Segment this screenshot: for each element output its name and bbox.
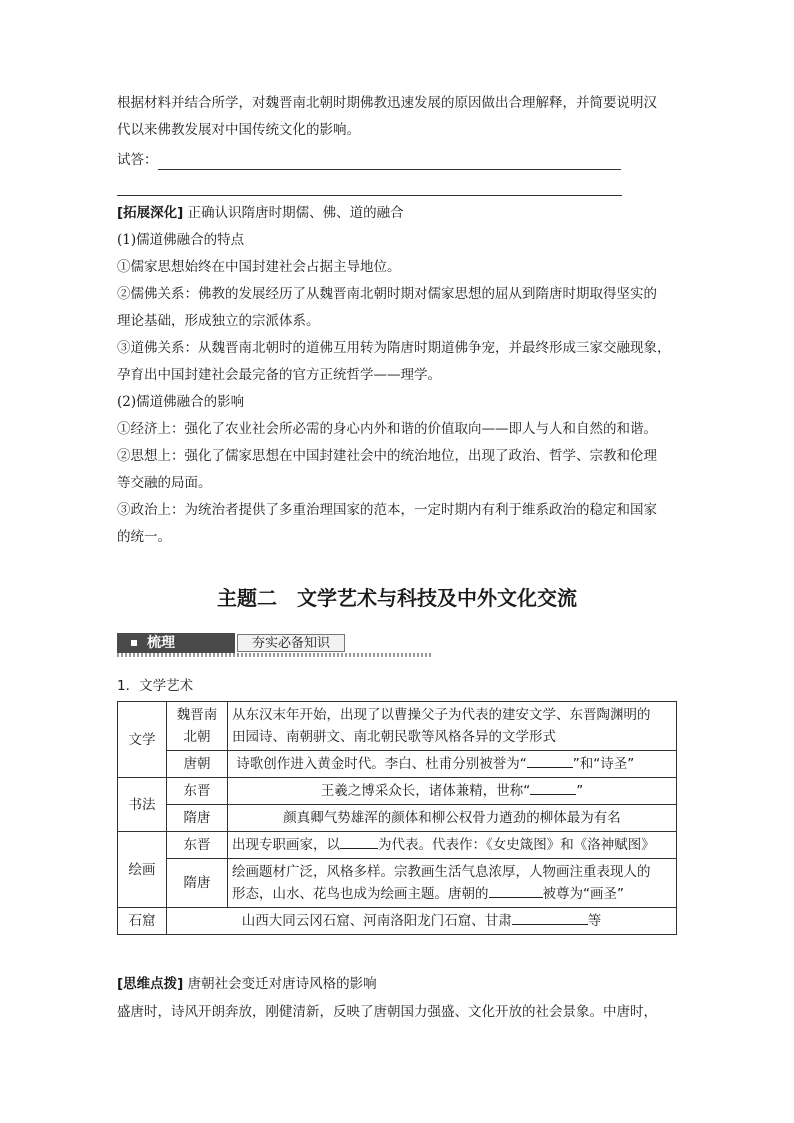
lit-wj-text-1: 从东汉末年开始，出现了以曹操父子为代表的建安文学、东晋陶渊明的 xyxy=(232,707,651,723)
ext-s1-p2b: 理论基础，形成独立的宗派体系。 xyxy=(117,313,320,329)
intro-line-2: 代以来佛教发展对中国传统文化的影响。 xyxy=(117,122,360,138)
cell-grotto-text xyxy=(167,908,677,935)
cell-pai-dj: 东晋 xyxy=(167,832,228,859)
cell-literature: 文学 xyxy=(118,702,167,778)
table-row xyxy=(118,908,677,935)
thinking-heading xyxy=(117,974,377,994)
blank-grotto[interactable] xyxy=(512,910,588,925)
table-row xyxy=(118,832,677,859)
banner-light: 夯实必备知识 xyxy=(237,634,345,652)
cell-pai-dj-text xyxy=(228,832,677,859)
ext-s2-p3b: 的统一。 xyxy=(117,529,171,545)
ext-s1-p3a: ③道佛关系：从魏晋南北朝时的道佛互用转为隋唐时期道佛争宠，并最终形成三家交融现象， xyxy=(117,340,671,356)
cell-cal-st: 隋唐 xyxy=(167,805,228,832)
intro-line-1: 根据材料并结合所学，对魏晋南北朝时期佛教迅速发展的原因做出合理解释，并简要说明汉 xyxy=(117,95,657,111)
cal-dj-b: ” xyxy=(576,783,584,799)
ext-s1-p3b: 孕育出中国封建社会最完备的官方正统哲学——理学。 xyxy=(117,367,441,383)
cell-cal-dj: 东晋 xyxy=(167,778,228,805)
thinking-title: 唐朝社会变迁对唐诗风格的影响 xyxy=(187,976,377,992)
lit-wj-text-2: 田园诗、南朝骈文、南北朝民歌等风格各异的文学形式 xyxy=(232,729,556,745)
cell-painting: 绘画 xyxy=(118,832,167,908)
extension-heading xyxy=(117,203,404,223)
cell-lit-wj: 魏晋南北朝 xyxy=(167,702,228,751)
grotto-b: 等 xyxy=(587,913,602,929)
ext-s2-p2a: ②思想上：强化了儒家思想在中国封建社会中的统治地位，出现了政治、哲学、宗教和伦理 xyxy=(117,448,657,464)
blank-painting-sage[interactable] xyxy=(489,883,543,898)
answer-row-2 xyxy=(117,176,622,196)
pai-st-text-1: 绘画题材广泛，风格多样。宗教画生活气息浓厚，人物画注重表现人的 xyxy=(232,864,651,880)
cell-cal-dj-text xyxy=(228,778,677,805)
thinking-tag: [思维点拨] xyxy=(117,976,184,992)
answer-line-1[interactable] xyxy=(158,155,621,170)
answer-line-2[interactable] xyxy=(117,181,622,196)
table-row xyxy=(118,778,677,805)
blank-calligraphy[interactable] xyxy=(530,780,576,795)
list-head: 1．文学艺术 xyxy=(117,678,194,694)
extension-title: 正确认识隋唐时期儒、佛、道的融合 xyxy=(187,205,404,221)
table-row xyxy=(118,751,677,778)
cell-cal-st-text: 颜真卿气势雄浑的颜体和柳公权骨力遒劲的柳体最为有名 xyxy=(228,805,677,832)
blank-painter[interactable] xyxy=(340,834,378,849)
ext-s2-p2b: 等交融的局面。 xyxy=(117,475,212,491)
ext-s1-head: (1)儒道佛融合的特点 xyxy=(117,232,245,248)
blank-poet[interactable] xyxy=(527,753,573,768)
cell-lit-tang-text xyxy=(228,751,677,778)
banner-dark-label: 梳理 xyxy=(147,635,175,651)
section-banner xyxy=(117,633,432,655)
pai-st-a: 形态，山水、花鸟也成为绘画主题。唐朝的 xyxy=(232,886,489,902)
table-row xyxy=(118,702,677,751)
table-row xyxy=(118,859,677,908)
grotto-a: 山西大同云冈石窟、河南洛阳龙门石窟、甘肃 xyxy=(241,913,512,929)
ext-s2-head: (2)儒道佛融合的影响 xyxy=(117,394,245,410)
banner-dark xyxy=(117,633,235,653)
cal-dj-a: 王羲之博采众长，诸体兼精，世称“ xyxy=(320,783,531,799)
lit-tang-a: 诗歌创作进入黄金时代。李白、杜甫分别被誉为“ xyxy=(236,756,527,772)
square-bullet-icon xyxy=(131,640,137,646)
pai-st-b: 被尊为“画圣” xyxy=(542,886,624,902)
cell-calligraphy: 书法 xyxy=(118,778,167,832)
literature-art-table xyxy=(117,701,677,935)
banner-stripe xyxy=(117,653,432,657)
cell-pai-st: 隋唐 xyxy=(167,859,228,908)
pai-dj-a: 出现专职画家，以 xyxy=(232,837,340,853)
ext-s2-p1: ①经济上：强化了农业社会所必需的身心内外和谐的价值取向——即人与人和自然的和谐。 xyxy=(117,421,657,437)
answer-label: 试答： xyxy=(117,152,158,168)
extension-tag: [拓展深化] xyxy=(117,205,184,221)
lit-tang-b: ”和“诗圣” xyxy=(572,756,635,772)
cell-grotto: 石窟 xyxy=(118,908,167,935)
pai-dj-b: 为代表。代表作：《女史箴图》和《洛神赋图》 xyxy=(378,837,655,853)
table-row xyxy=(118,805,677,832)
topic-title: 主题二 文学艺术与科技及中外文化交流 xyxy=(217,586,577,610)
answer-row xyxy=(117,150,621,170)
ext-s2-p3a: ③政治上：为统治者提供了多重治理国家的范本，一定时期内有利于维系政治的稳定和国家 xyxy=(117,502,657,518)
cell-pai-st-text xyxy=(228,859,677,908)
cell-lit-wj-text xyxy=(228,702,677,751)
ext-s1-p1: ①儒家思想始终在中国封建社会占据主导地位。 xyxy=(117,259,401,275)
ext-s1-p2a: ②儒佛关系：佛教的发展经历了从魏晋南北朝时期对儒家思想的屈从到隋唐时期取得坚实的 xyxy=(117,286,657,302)
cell-lit-tang: 唐朝 xyxy=(167,751,228,778)
thinking-line: 盛唐时，诗风开朗奔放，刚健清新，反映了唐朝国力强盛、文化开放的社会景象。中唐时， xyxy=(117,1004,657,1020)
